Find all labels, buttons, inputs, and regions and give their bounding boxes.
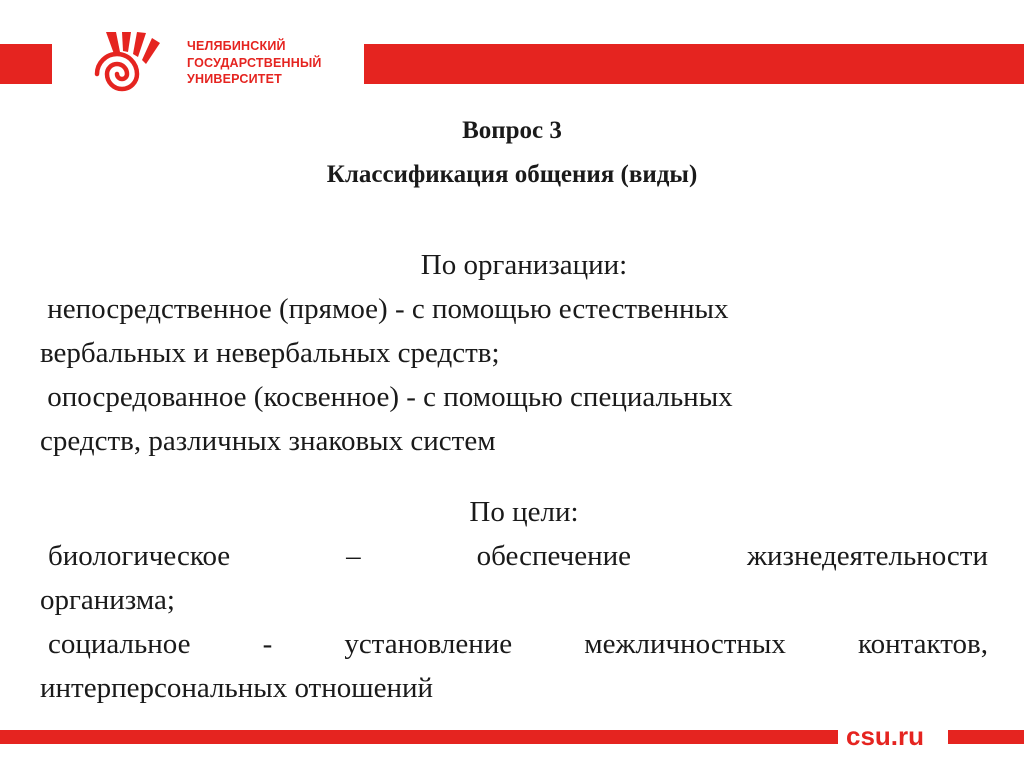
footer-bar-right — [948, 730, 1024, 744]
university-name-line: ГОСУДАРСТВЕННЫЙ — [187, 55, 322, 70]
goal-section — [40, 490, 988, 710]
organization-line: опосредованное (косвенное) - с помощью специальных — [40, 381, 733, 413]
organization-line: средств, различных знаковых систем — [40, 425, 496, 457]
footer-bar-left — [0, 730, 838, 744]
goal-word: социальное — [48, 628, 191, 660]
organization-line: непосредственное (прямое) - с помощью естественных — [40, 293, 729, 325]
slide-subtitle: Классификация общения (виды) — [326, 161, 698, 188]
goal-line-justified — [40, 622, 988, 666]
goal-line-justified — [40, 534, 988, 578]
university-name-line: ЧЕЛЯБИНСКИЙ — [187, 39, 286, 53]
organization-line: вербальных и невербальных средств; — [40, 337, 500, 369]
header-bar-right — [364, 44, 1024, 84]
university-name-line: УНИВЕРСИТЕТ — [187, 72, 282, 86]
organization-section — [40, 243, 988, 463]
organization-heading: По организации: — [420, 249, 628, 281]
goal-line: организма; — [40, 584, 175, 616]
header-bar-left — [0, 44, 52, 84]
goal-word: установление — [344, 628, 513, 660]
university-name — [187, 38, 322, 88]
goal-line: интерперсональных отношений — [40, 672, 434, 704]
slide-title: Вопрос 3 — [462, 117, 562, 144]
goal-word: – — [346, 540, 361, 572]
university-logo-icon — [76, 30, 176, 98]
goal-heading: По цели: — [469, 496, 579, 528]
goal-word: - — [262, 628, 273, 660]
goal-word: жизнедеятельности — [746, 540, 988, 572]
goal-word: межличностных — [584, 628, 786, 660]
goal-word: биологическое — [48, 540, 231, 572]
goal-word: контактов, — [857, 628, 988, 660]
goal-word: обеспечение — [476, 540, 631, 572]
site-url: csu.ru — [846, 721, 925, 751]
